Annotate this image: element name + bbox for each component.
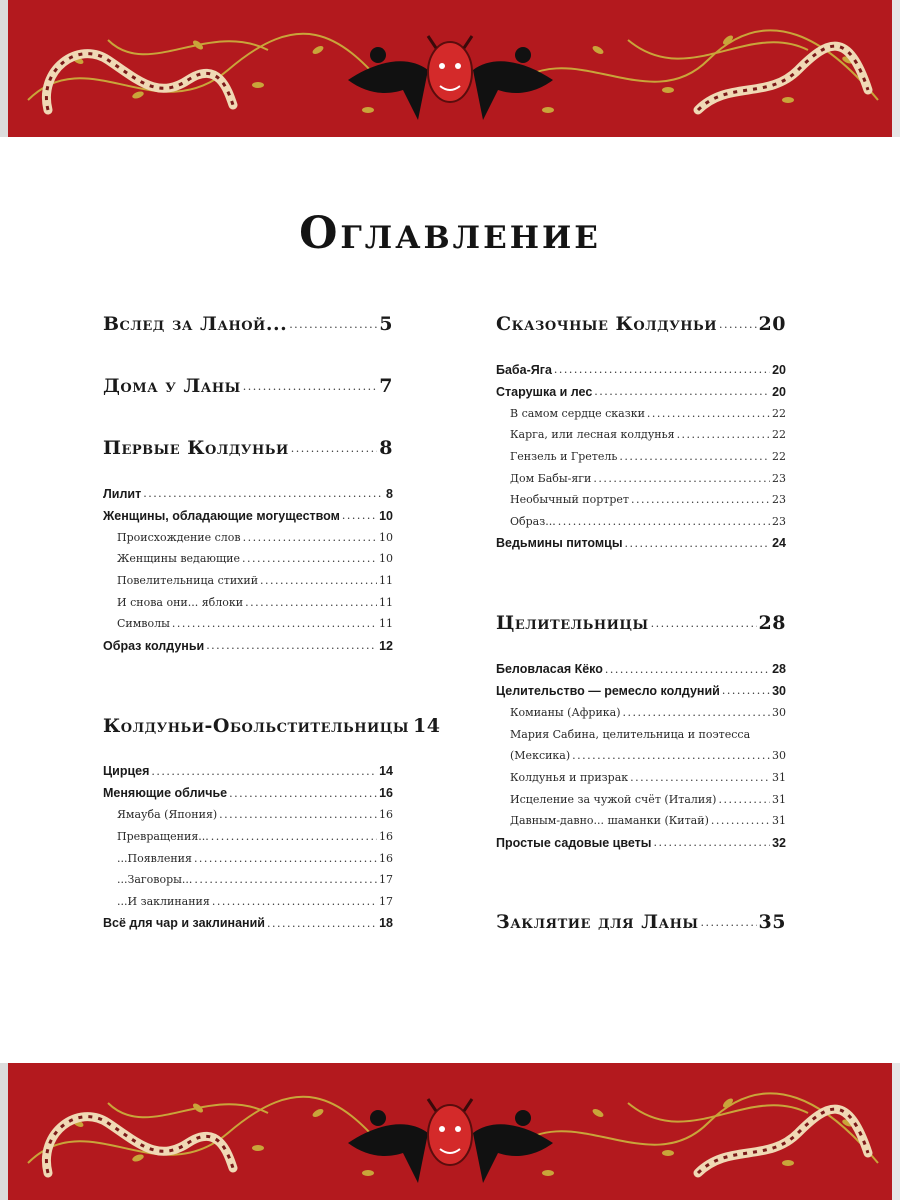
toc-section[interactable] (496, 602, 786, 644)
toc-subentry[interactable] (496, 723, 786, 745)
toc-page-number: 28 (772, 662, 786, 677)
toc-subentry-title: ...Появления (117, 851, 192, 865)
toc-subentry[interactable] (496, 767, 786, 789)
toc-subentry-title: Образ... (510, 515, 556, 529)
toc-page-number: 16 (379, 786, 393, 801)
toc-subentry[interactable] (496, 511, 786, 533)
toc-entry[interactable] (103, 483, 393, 505)
toc-page-number: 24 (772, 536, 786, 551)
toc-subentry-title: Повелительница стихий (117, 574, 259, 588)
toc-page-number: 10 (379, 508, 393, 523)
toc-section-title: Первые Колдуньи (103, 437, 289, 459)
toc-page-number: 11 (379, 574, 393, 588)
toc-page-number: 20 (772, 362, 786, 377)
toc-subentry[interactable] (103, 891, 393, 913)
leader-dots (594, 385, 770, 398)
toc-subentry[interactable] (496, 745, 786, 767)
toc-page-number: 16 (379, 829, 393, 843)
toc-left-column (103, 303, 441, 934)
toc-section-title: Заклятие для Ланы (496, 911, 699, 934)
page-title: Оглавление (299, 208, 601, 259)
toc-section[interactable] (103, 303, 393, 345)
toc-page-number: 11 (379, 617, 393, 631)
toc-page-number: 8 (386, 486, 393, 501)
bottom-ornament-band (8, 1063, 892, 1200)
toc-page-number: 22 (772, 428, 786, 442)
leader-dots (206, 639, 377, 652)
toc-entry-title: Баба-Яга (496, 362, 552, 377)
toc-subentry[interactable] (103, 613, 393, 635)
leader-dots (677, 428, 770, 441)
toc-entry-title: Простые садовые цветы (496, 835, 652, 850)
toc-subentry[interactable] (496, 788, 786, 810)
toc-subentry[interactable] (496, 402, 786, 424)
toc-subentry-title: Дом Бабы-яги (510, 471, 592, 485)
leader-dots (245, 596, 377, 609)
toc-page-number: 23 (772, 471, 786, 485)
leader-dots (711, 814, 770, 827)
leader-dots (572, 749, 770, 762)
leader-dots (151, 765, 377, 778)
toc-entry[interactable] (103, 505, 393, 527)
toc-section[interactable] (103, 365, 393, 407)
toc-entry[interactable] (103, 782, 393, 804)
toc-entry[interactable] (103, 761, 393, 783)
leader-dots (211, 830, 377, 843)
toc-page-number: 20 (772, 384, 786, 399)
toc-entry[interactable] (496, 658, 786, 680)
toc-page-number: 14 (412, 714, 441, 737)
crow-icon (473, 1110, 553, 1183)
toc-page-number: 10 (379, 552, 393, 566)
toc-section[interactable] (103, 427, 393, 469)
snake-icon (46, 1117, 233, 1173)
toc-section[interactable] (103, 705, 441, 747)
toc-entry[interactable] (496, 832, 786, 854)
leader-dots (289, 318, 377, 331)
toc-entry-title: Лилит (103, 486, 142, 501)
toc-subentry[interactable] (496, 446, 786, 468)
toc-subentry-title: В самом сердце сказки (510, 406, 645, 420)
leader-dots (700, 916, 756, 929)
leader-dots (212, 895, 377, 908)
toc-subentry-title: Ямауба (Япония) (117, 808, 218, 822)
leader-dots (291, 442, 378, 455)
leader-dots (653, 836, 770, 849)
leader-dots (219, 808, 377, 821)
toc-page-number: 31 (772, 792, 786, 806)
toc-subentry[interactable] (103, 548, 393, 570)
toc-subentry[interactable] (103, 591, 393, 613)
leader-dots (631, 493, 770, 506)
toc-page-number: 16 (379, 808, 393, 822)
toc-subentry-title: Необычный портрет (510, 493, 630, 507)
toc-subentry-title: Происхождение слов (117, 530, 241, 544)
toc-entry[interactable] (496, 359, 786, 381)
toc-page-number: 23 (772, 515, 786, 529)
leader-dots (194, 873, 377, 886)
page-edge (0, 0, 8, 137)
leader-dots (605, 663, 770, 676)
toc-subentry-title: ...И заклинания (117, 894, 210, 908)
leader-dots (243, 380, 377, 393)
toc-subentry-title: Гензель и Гретель (510, 450, 618, 464)
toc-subentry[interactable] (496, 424, 786, 446)
leader-dots (267, 917, 377, 930)
leader-dots (593, 472, 770, 485)
toc-entry[interactable] (103, 635, 393, 657)
leader-dots (619, 450, 770, 463)
toc-entry[interactable] (103, 912, 393, 934)
toc-subentry[interactable] (496, 467, 786, 489)
toc-subentry[interactable] (496, 489, 786, 511)
toc-page-number: 32 (772, 835, 786, 850)
toc-page-number: 22 (772, 450, 786, 464)
leader-dots (630, 771, 770, 784)
toc-entry-title: Ведьмины питомцы (496, 536, 623, 551)
toc-subentry[interactable] (496, 810, 786, 832)
leader-dots (554, 363, 770, 376)
mask-icon (428, 1099, 472, 1165)
toc-subentry-title: Исцеление за чужой счёт (Италия) (510, 792, 717, 806)
toc-subentry[interactable] (103, 804, 393, 826)
toc-section-title: Колдуньи-Обольстительницы (103, 714, 409, 737)
toc-right-column (496, 303, 786, 943)
toc-entry-title: Образ колдуньи (103, 638, 205, 653)
toc-page-number: 10 (379, 530, 393, 544)
crow-icon (348, 47, 428, 120)
snake-icon (46, 54, 233, 110)
top-ornament-band (8, 0, 892, 137)
toc-subentry-title: Давным-давно... шаманки (Китай) (510, 814, 709, 828)
page-edge (892, 1063, 900, 1200)
toc-page-number: 11 (379, 595, 393, 609)
leader-dots (647, 407, 770, 420)
toc-entry-title: Женщины, обладающие могуществом (103, 508, 340, 523)
toc-page-number: 30 (772, 705, 786, 719)
toc-section-title: Дома у Ланы (103, 375, 241, 397)
toc-subentry[interactable] (103, 570, 393, 592)
toc-entry[interactable] (496, 533, 786, 555)
leader-dots (260, 574, 377, 587)
page-edge (0, 1063, 8, 1200)
toc-page-number: 8 (379, 437, 393, 459)
toc-page-number: 18 (379, 916, 393, 931)
toc-subentry-title: Карга, или лесная колдунья (510, 428, 675, 442)
leader-dots (651, 617, 757, 630)
leader-dots (722, 684, 770, 697)
leader-dots (718, 793, 770, 806)
toc-subentry-title: Мария Сабина, целительница и поэтесса (510, 727, 751, 741)
page-edge (892, 0, 900, 137)
toc-page-number: 23 (772, 493, 786, 507)
crow-icon (473, 47, 553, 120)
leader-dots (558, 515, 770, 528)
toc-page-number: 30 (772, 683, 786, 698)
toc-entry-title: Меняющие обличье (103, 786, 228, 801)
leader-dots (143, 487, 384, 500)
toc-entry-title: Всё для чар и заклинаний (103, 916, 265, 931)
leader-dots (242, 552, 377, 565)
toc-entry-title: Целительство — ремесло колдуний (496, 683, 720, 698)
toc-subentry[interactable] (103, 847, 393, 869)
toc-page-number: 16 (379, 851, 393, 865)
toc-subentry-title: Символы (117, 617, 170, 631)
toc-subentry[interactable] (103, 526, 393, 548)
toc-section-title: Вслед за Ланой... (103, 313, 288, 335)
leader-dots (342, 509, 377, 522)
leader-dots (243, 531, 377, 544)
toc-subentry[interactable] (496, 702, 786, 724)
toc-page-number: 14 (379, 764, 393, 779)
toc-subentry-title: ...Заговоры... (117, 873, 193, 887)
toc-page-number: 31 (772, 814, 786, 828)
toc-subentry-title: Комианы (Африка) (510, 705, 621, 719)
toc-entry-title: Цирцея (103, 764, 150, 779)
toc-subentry[interactable] (103, 869, 393, 891)
toc-section-title: Сказочные Колдуньи (496, 313, 718, 335)
toc-subentry-title: Колдунья и призрак (510, 770, 629, 784)
leader-dots (625, 537, 771, 550)
toc-page-number: 22 (772, 406, 786, 420)
toc-page-number: 17 (379, 894, 393, 908)
toc-section-title: Целительницы (496, 612, 649, 635)
toc-section[interactable] (496, 901, 786, 943)
toc-page-number: 12 (379, 638, 393, 653)
crow-icon (348, 1110, 428, 1183)
toc-entry-title: Беловласая Кёко (496, 662, 603, 677)
toc-page-number: 31 (772, 770, 786, 784)
toc-page-number: 28 (758, 612, 786, 635)
toc-page-number: 30 (772, 749, 786, 763)
toc-section[interactable] (496, 303, 786, 345)
toc-subentry[interactable] (103, 826, 393, 848)
leader-dots (623, 706, 771, 719)
toc-page-number: 35 (758, 911, 786, 934)
toc-page-number: 20 (758, 313, 786, 335)
toc-subentry-title: (Мексика) (510, 749, 571, 763)
toc-page-number: 7 (379, 375, 393, 397)
toc-page-number: 5 (379, 313, 393, 335)
toc-entry[interactable] (496, 381, 786, 403)
toc-entry-title: Старушка и лес (496, 384, 593, 399)
leader-dots (719, 318, 757, 331)
toc-subentry-title: Превращения... (117, 829, 209, 843)
leader-dots (194, 852, 377, 865)
toc-entry[interactable] (496, 680, 786, 702)
toc-page-number: 17 (379, 873, 393, 887)
toc-subentry-title: Женщины ведающие (117, 552, 241, 566)
leader-dots (229, 787, 377, 800)
toc-subentry-title: И снова они... яблоки (117, 595, 244, 609)
mask-icon (428, 36, 472, 102)
leader-dots (172, 617, 377, 630)
